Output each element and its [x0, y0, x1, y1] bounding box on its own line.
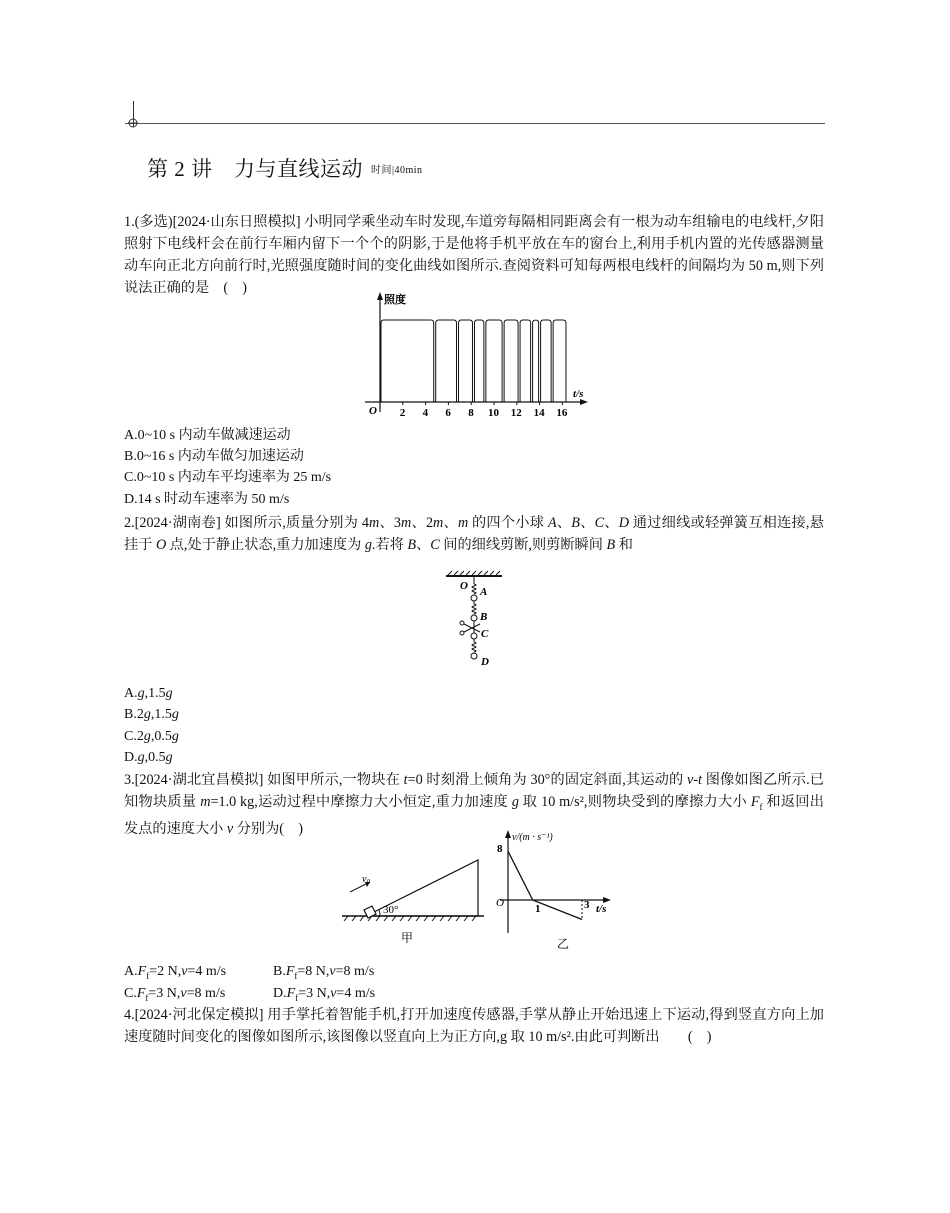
- v0-label: $v_0$: [362, 874, 370, 886]
- page-title: [147, 153, 423, 183]
- q2-stem: 2.[2024·湖南卷] 如图所示,质量分别为 4m、3m、2m、m 的四个小球 A、B、C、D 通过细线或轻弹簧互相连接,悬挂于 O 点,处于静止状态,重力加速度为 g.若将 B、C 间的细线剪断,则剪断瞬间 B 和: [124, 515, 824, 553]
- light-pulses: [381, 320, 566, 402]
- light-pulse: [541, 320, 552, 402]
- vt-line: [508, 851, 582, 919]
- q4-stem: 4.[2024·河北保定模拟] 用手掌托着智能手机,打开加速度传感器,手掌从静止开始迅速上下运动,得到竖直方向上加速度随时间变化的图像如图所示,该图像以竖直向上为正方向,g 取 10 m/s².由此可判断出 ( ): [124, 1007, 824, 1045]
- angle-label: 30°: [383, 904, 399, 916]
- lesson-title: 第 2 讲 力与直线运动: [147, 157, 363, 181]
- light-pulse: [474, 320, 483, 402]
- x-tick-label: 8: [468, 407, 474, 419]
- spring-a-b: [472, 604, 476, 614]
- q3-vt-chart: [490, 828, 630, 952]
- header-rule: [125, 123, 825, 124]
- q3-option-b[interactable]: $B.F_f=8$ N,v=8 m/s: [273, 964, 375, 981]
- origin-label: O: [369, 405, 377, 417]
- q2-spring-ball-figure: [440, 570, 510, 670]
- y-axis-arrow: [377, 292, 383, 300]
- ball-a: [471, 595, 477, 601]
- x-axis-label: t/s: [596, 903, 607, 915]
- ball-b: [471, 615, 477, 621]
- x-tick-label: 6: [445, 407, 451, 419]
- y-tick-8: 8: [497, 843, 503, 855]
- fig-a-caption: 甲: [401, 931, 414, 945]
- light-pulse: [381, 320, 434, 402]
- q3-option-c[interactable]: $C.F_f=3$ N,v=8 m/s: [124, 986, 226, 1003]
- q2-option-d[interactable]: D.g,0.5g: [124, 750, 173, 765]
- x-tick-labels: [400, 402, 568, 419]
- q2-option-a[interactable]: A.g,1.5g: [124, 686, 173, 701]
- x-tick-label: 2: [399, 407, 406, 419]
- q3-option-d[interactable]: $D.F_f=3$ N,v=4 m/s: [273, 986, 376, 1003]
- x-axis-label: t/s: [573, 388, 584, 400]
- x-tick-label: 14: [533, 407, 545, 419]
- label-d: D: [481, 656, 489, 668]
- light-pulse: [436, 320, 457, 402]
- x-tick-1: 1: [535, 903, 541, 915]
- light-pulse: [520, 320, 531, 402]
- light-pulse: [533, 320, 539, 402]
- y-axis-label: v/(m · s⁻¹): [512, 832, 553, 843]
- label-a: A: [480, 586, 488, 598]
- x-tick-label: 16: [556, 407, 568, 419]
- origin-label: O: [496, 897, 504, 909]
- q1-option-b[interactable]: B.0~16 s 内动车做匀加速运动: [124, 449, 304, 464]
- light-pulse: [486, 320, 502, 402]
- x-tick-3: 3: [584, 899, 590, 911]
- q3-option-a[interactable]: $A.F_f=2$ N,v=4 m/s: [124, 964, 227, 981]
- q1-illuminance-chart: [360, 290, 600, 425]
- q3-incline-figure: [338, 852, 488, 952]
- label-b: B: [480, 611, 488, 623]
- ball-d: [471, 653, 477, 659]
- light-pulse: [553, 320, 566, 402]
- q3-stem: 3.[2024·湖北宜昌模拟] 如图甲所示,一物块在 t=0 时刻滑上倾角为 30°的固定斜面,其运动的 v-t 图像如图乙所示.已知物块质量 m=1.0 kg,运动过程中摩擦力大小恒定,重力加速度 g 取 10 m/s²,则物块受到的摩擦力大小 $F_f$ 和返回出发点的速度大小 v 分别为( ): [124, 772, 824, 837]
- y-axis-label: 照度: [384, 294, 406, 306]
- spring-o-a: [472, 584, 476, 594]
- crosshair-icon: [128, 118, 138, 128]
- q1-option-a[interactable]: A.0~10 s 内动车做减速运动: [124, 428, 291, 443]
- light-pulse: [504, 320, 518, 402]
- q2-option-b[interactable]: B.2g,1.5g: [124, 707, 179, 722]
- x-tick-label: 12: [510, 407, 522, 419]
- q1-stem: 1.(多选)[2024·山东日照模拟] 小明同学乘坐动车时发现,车道旁每隔相同距离会有一根为动车组输电的电线杆,夕阳照射下电线杆会在前行车厢内留下一个个的阴影,于是他将手机平放在车的窗台上,利用手机内置的光传感器测量动车向正北方向前行时,光照强度随时间的变化曲线如图所示.查阅资料可知每两根电线杆的间隔均为 50 m,则下列说法正确的是 ( ): [124, 214, 824, 296]
- light-pulse: [459, 320, 473, 402]
- label-c: C: [481, 628, 489, 640]
- fig-b-caption: 乙: [557, 937, 570, 951]
- q1-option-c[interactable]: C.0~10 s 内动车平均速率为 25 m/s: [124, 470, 332, 485]
- x-tick-label: 4: [422, 407, 429, 419]
- ball-c: [471, 633, 477, 639]
- time-note: 时间|40min: [371, 165, 423, 176]
- spring-c-d: [472, 642, 476, 652]
- scissors-icon: [460, 621, 480, 635]
- label-o: O: [460, 580, 468, 592]
- x-tick-label: 10: [488, 407, 499, 419]
- q2-option-c[interactable]: C.2g,0.5g: [124, 729, 179, 744]
- q1-option-d[interactable]: D.14 s 时动车速率为 50 m/s: [124, 492, 290, 507]
